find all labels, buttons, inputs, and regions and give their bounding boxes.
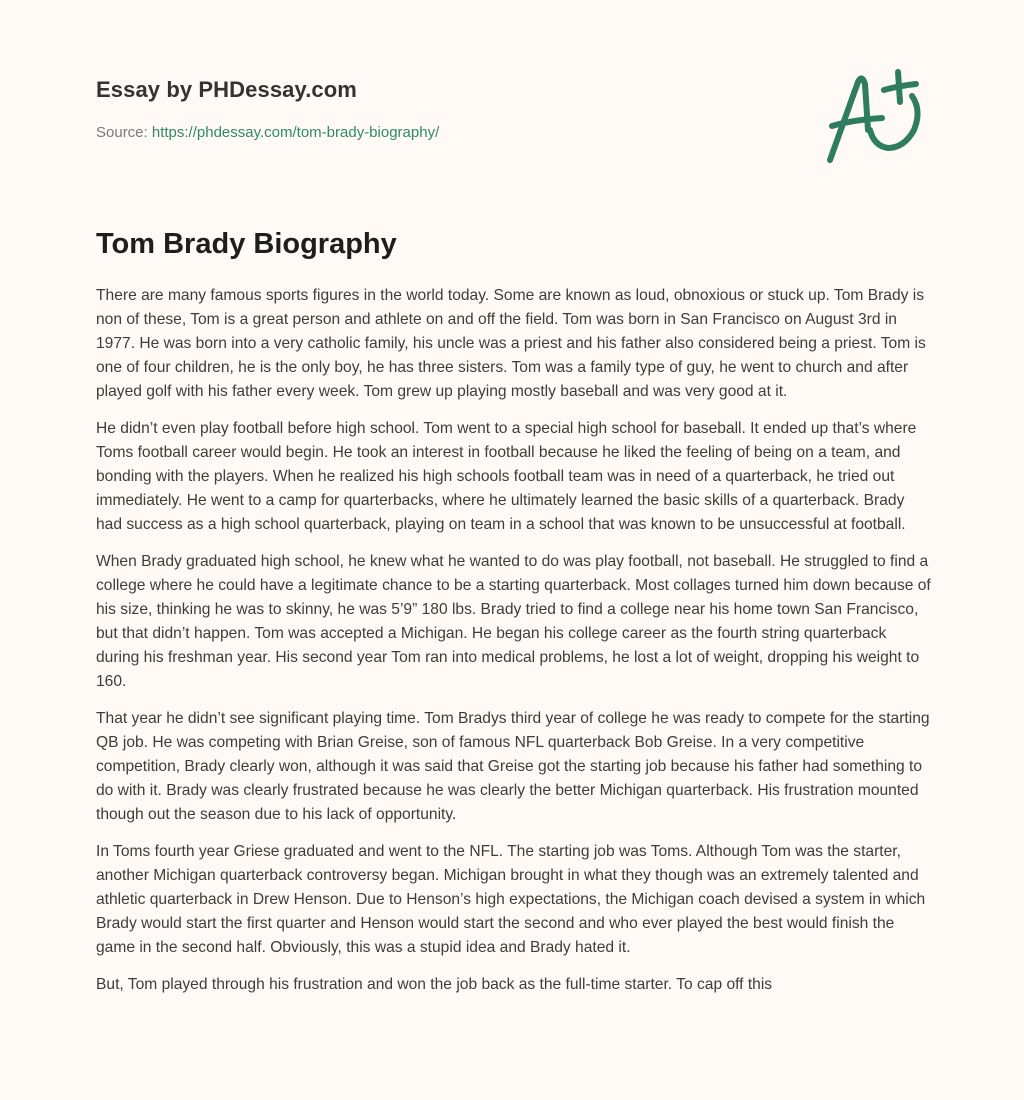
- paragraph: There are many famous sports figures in the world today. Some are known as loud, obnoxious or stuck up. Tom Brady is non of these, Tom is a great person and athlete on and off the field. Tom was born in San Francisco on August 3rd in 1977. He was born into a very catholic family, his uncle was a priest and his father also considered being a priest. Tom is one of four children, he is the only boy, he has three sisters. Tom was a family type of guy, he went to church and after played golf with his father every week. Tom grew up playing mostly baseball and was very good at it.: [96, 287, 926, 400]
- source-line: [96, 123, 796, 143]
- paragraph: But, Tom played through his frustration and won the job back as the full-time starter. To cap off this: [96, 976, 773, 993]
- paragraph: He didn’t even play football before high school. Tom went to a special high school for baseball. It ended up that’s where Toms football career would begin. He took an interest in football because he liked the feeling of being on a team, and bonding with the players. When he realized his high schools football team was in need of a quarterback, he tried out immediately. He went to a camp for quarterbacks, where he ultimately learned the basic skills of a quarterback. Brady had success as a high school quarterback, playing on team in a school that was known to be unsuccessful at football.: [96, 420, 917, 533]
- source-link[interactable]: https://phdessay.com/tom-brady-biography/: [151, 124, 440, 141]
- article-title: Tom Brady Biography: [96, 228, 397, 260]
- source-label: Source:: [96, 124, 148, 141]
- site-title: Essay by PHDessay.com: [96, 77, 357, 102]
- article-body: [96, 284, 932, 1010]
- a-plus-grade-icon: [822, 64, 932, 168]
- paragraph: In Toms fourth year Griese graduated and went to the NFL. The starting job was Toms. Although Tom was the starter, another Michigan quarterback controversy began. Michigan brought in what they though was an extremely talented and athletic quarterback in Drew Henson. Due to Henson’s high expectations, the Michigan coach devised a system in which Brady would start the first quarter and Henson would start the second and who ever played the best would finish the game in the second half. Obviously, this was a stupid idea and Brady hated it.: [96, 843, 926, 956]
- paragraph: That year he didn’t see significant playing time. Tom Bradys third year of college he was ready to compete for the starting QB job. He was competing with Brian Greise, son of famous NFL quarterback Bob Greise. In a very competitive competition, Brady clearly won, although it was said that Greise got the starting job because his father had something to do with it. Brady was clearly frustrated because he was clearly the better Michigan quarterback. His frustration mounted though out the season due to his lack of opportunity.: [96, 710, 930, 823]
- paragraph: When Brady graduated high school, he knew what he wanted to do was play football, not baseball. He struggled to find a college where he could have a legitimate chance to be a starting quarterback. Most collages turned him down because of his size, thinking he was to skinny, he was 5’9” 180 lbs. Brady tried to find a college near his home town San Francisco, but that didn’t happen. Tom was accepted a Michigan. He began his college career as the fourth string quarterback during his freshman year. His second year Tom ran into medical problems, he lost a lot of weight, dropping his weight to 160.: [96, 553, 931, 690]
- essay-header: [96, 74, 796, 143]
